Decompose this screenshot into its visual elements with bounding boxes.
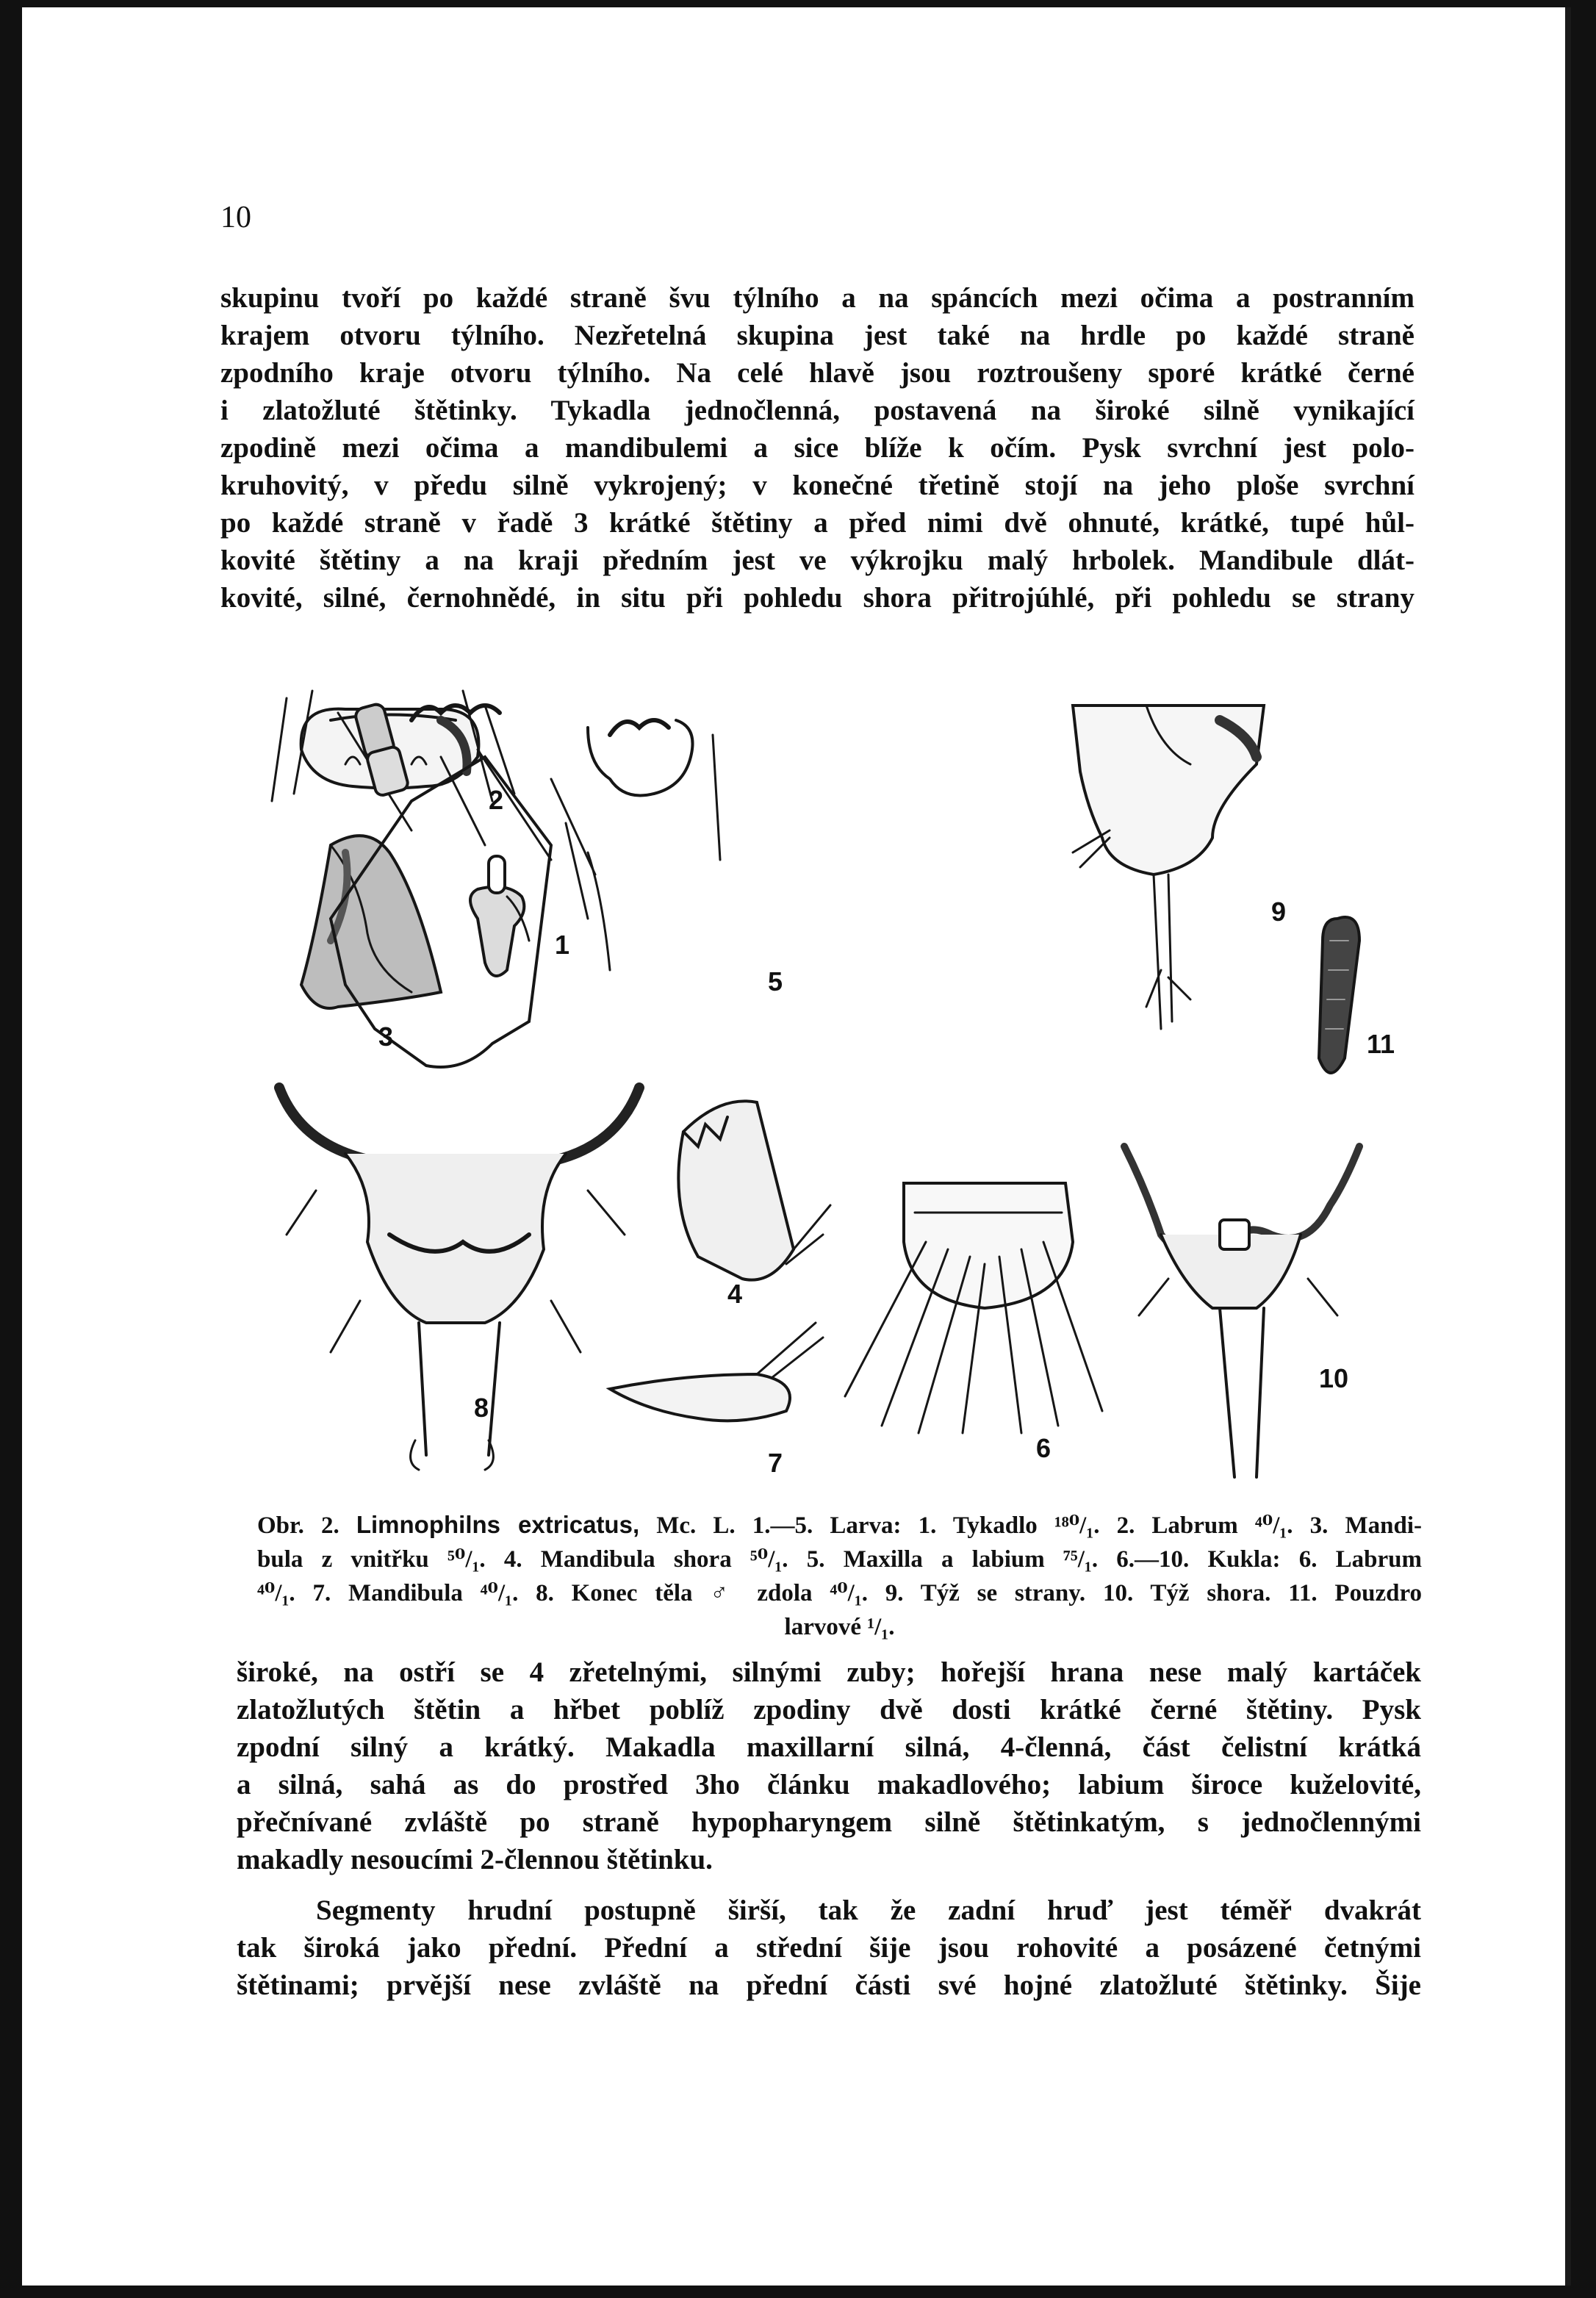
drawing-end-above — [1124, 1146, 1359, 1477]
drawing-end-below — [279, 1088, 639, 1470]
paragraph-top — [220, 279, 1415, 617]
drawing-antenna — [470, 856, 529, 976]
figure-illustration — [242, 676, 1455, 1499]
paragraph-middle — [237, 1654, 1421, 1878]
figure-label: 9 — [1271, 897, 1287, 927]
text-line: zpodního kraje otvoru týlního. Na celé hlavě jsou roztroušeny sporé krátké černé — [220, 357, 1415, 389]
text-line: zpodní silný a krátký. Makadla maxillarní silná, 4-členná, část čelistní krátká — [237, 1731, 1421, 1763]
figure-label: 7 — [768, 1448, 783, 1478]
drawing-end-side — [1073, 705, 1264, 1029]
text-line: široké, na ostří se 4 zřetelnými, silnými zuby; hořejší hrana nese malý kartáček — [237, 1656, 1421, 1688]
drawing-larval-case — [1319, 917, 1359, 1073]
text-line: zlatožlutých štětin a hřbet poblíž zpodiny dvě dosti krátké černé štětiny. Pysk — [237, 1694, 1421, 1726]
text-line: kovité štětiny a na kraji předním jest ve výkrojku malý hrbolek. Mandibule dlát- — [220, 545, 1415, 576]
figure-label: 1 — [555, 930, 570, 960]
caption-line — [257, 1508, 1422, 1543]
text-line: a silná, sahá as do prostřed 3ho článku makadlového; labium široce kuželovité, — [237, 1769, 1421, 1800]
text-line: makadly nesoucími 2-člennou štětinku. — [237, 1844, 713, 1875]
figure-label: 11 — [1367, 1029, 1395, 1059]
figure-label: 10 — [1319, 1363, 1349, 1393]
figure-label: 5 — [768, 966, 783, 997]
figure-label: 4 — [727, 1279, 743, 1309]
caption-line: larvové ¹/₁. — [784, 1614, 895, 1640]
figure-label: 8 — [474, 1393, 489, 1423]
drawing-mandible-pupa — [610, 1323, 823, 1421]
caption-line: bula z vnitřku ⁵⁰/₁. 4. Mandibula shora ⁵⁰/₁. 5. Maxilla a labium ⁷⁵/₁. 6.—10. Kukla: 6. Labrum — [257, 1546, 1422, 1573]
paragraph-bottom — [237, 1892, 1421, 2004]
figure-label: 2 — [489, 785, 504, 815]
text-line: krajem otvoru týlního. Nezřetelná skupina jest také na hrdle po každé straně — [220, 320, 1415, 351]
drawing-mandible-above — [678, 1101, 830, 1279]
text-line: kruhovitý, v předu silně vykrojený; v konečné třetině stojí na jeho ploše svrchní — [220, 470, 1415, 501]
anatomy-drawings — [242, 676, 1455, 1499]
figure-label: 6 — [1036, 1433, 1052, 1463]
text-line: kovité, silné, černohnědé, in situ při pohledu shora přitrojúhlé, při pohledu se strany — [220, 582, 1415, 614]
text-line: štětinami; prvější nese zvláště na přední části své hojné zlatožluté štětinky. Šije — [237, 1970, 1421, 2001]
drawing-labrum-pupa — [845, 1183, 1102, 1433]
text-line: tak široká jako přední. Přední a střední šije jsou rohovité a posázené četnými — [237, 1932, 1421, 1964]
text-line: zpodině mezi očima a mandibulemi a sice blíže k očím. Pysk svrchní jest polo- — [220, 432, 1415, 464]
text-line: Segmenty hrudní postupně širší, tak že zadní hruď jest téměř dvakrát — [316, 1895, 1421, 1926]
caption-prefix: Obr. 2. — [257, 1512, 339, 1539]
species-name: Limnophilns extricatus, — [356, 1511, 640, 1538]
caption-text: Mc. L. 1.—5. Larva: 1. Tykadlo ¹⁸⁰/₁. 2. Labrum ⁴⁰/₁. 3. Mandi- — [656, 1512, 1423, 1539]
figure-caption — [257, 1508, 1422, 1644]
text-line: i zlatožluté štětinky. Tykadla jednočlenná, postavená na široké silně vynikající — [220, 395, 1415, 426]
page-number: 10 — [220, 201, 251, 234]
text-line: přečnívané zvláště po straně hypopharyngem silně štětinkatým, s jednočlennými — [237, 1806, 1421, 1838]
document-content — [22, 7, 1565, 2286]
text-line: skupinu tvoří po každé straně švu týlního a na spáncích mezi očima a postranním — [220, 282, 1415, 314]
caption-line: ⁴⁰/₁. 7. Mandibula ⁴⁰/₁. 8. Konec těla ♂ zdola ⁴⁰/₁. 9. Týž se strany. 10. Týž shora. 11. Pouzdro — [257, 1580, 1422, 1606]
figure-label: 3 — [378, 1021, 394, 1052]
text-line: po každé straně v řadě 3 krátké štětiny a před nimi dvě ohnuté, krátké, tupé hůl- — [220, 507, 1415, 539]
